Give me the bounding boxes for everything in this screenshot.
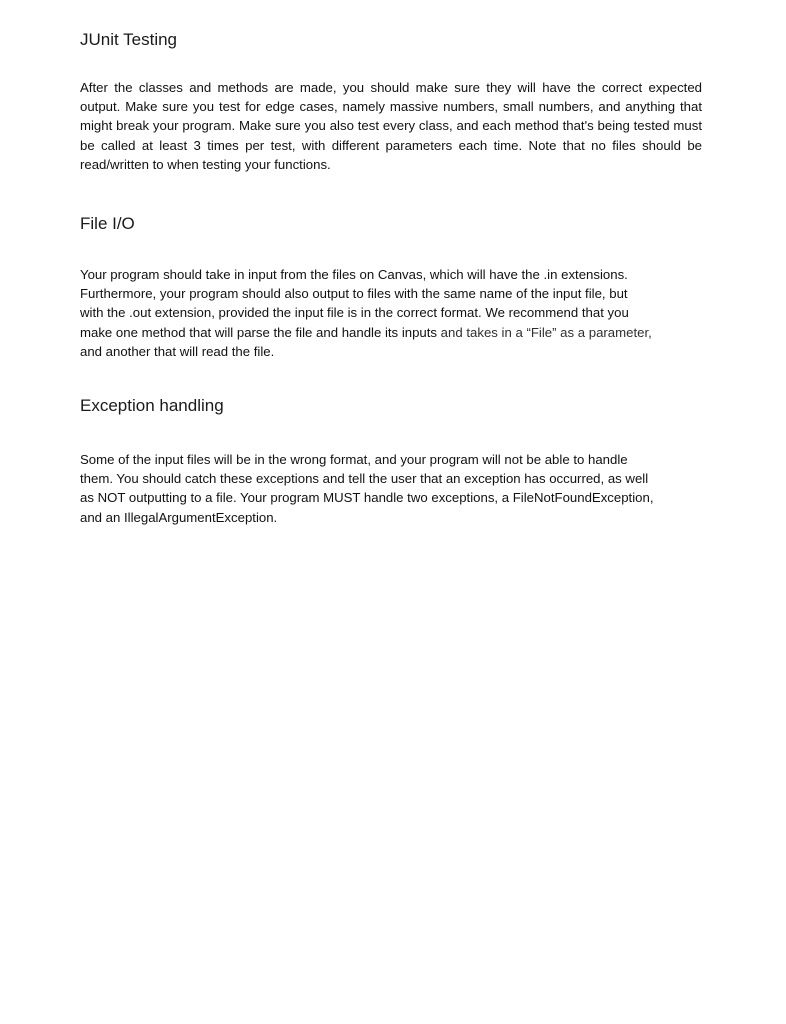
section-body-junit-testing: After the classes and methods are made, you should make sure they will have the correct expected output. Make sure you test for edge cases, namely massive numbers, small numbers, and anything that might break your program. Make sure you also test every class, and each method that's being tested must be called at least 3 times per test, with different parameters each time. Note that no files should be read/written to when testing your functions. [80, 80, 702, 172]
section-body-exception-handling [80, 450, 702, 527]
section-heading-file-io: File I/O [80, 214, 135, 233]
file-io-line-4-main: make one method that will parse the file and handle its inputs [80, 324, 438, 340]
section-body-file-io [80, 265, 702, 361]
exception-line-1: Some of the input files will be in the wrong format, and your program will not be able to handle [80, 452, 628, 467]
file-io-line-4-tail: and takes in a “File” as a parameter, [437, 324, 652, 340]
file-io-line-4 [80, 323, 702, 342]
file-io-line-1: Your program should take in input from the files on Canvas, which will have the .in extensions. [80, 267, 628, 282]
section-heading-junit-testing: JUnit Testing [80, 30, 178, 49]
file-io-line-5: and another that will read the file. [80, 343, 275, 359]
file-io-line-2: Furthermore, your program should also output to files with the same name of the input file, but [80, 286, 628, 302]
exception-line-2: them. You should catch these exceptions and tell the user that an exception has occurred, as well [80, 471, 649, 487]
section-heading-exception-handling: Exception handling [80, 396, 224, 415]
file-io-line-3: with the .out extension, provided the input file is in the correct format. We recommend that you [80, 305, 629, 321]
exception-line-3: as NOT outputting to a file. Your program MUST handle two exceptions, a FileNotFoundException, [80, 490, 654, 506]
exception-line-4: and an IllegalArgumentException. [80, 509, 278, 525]
